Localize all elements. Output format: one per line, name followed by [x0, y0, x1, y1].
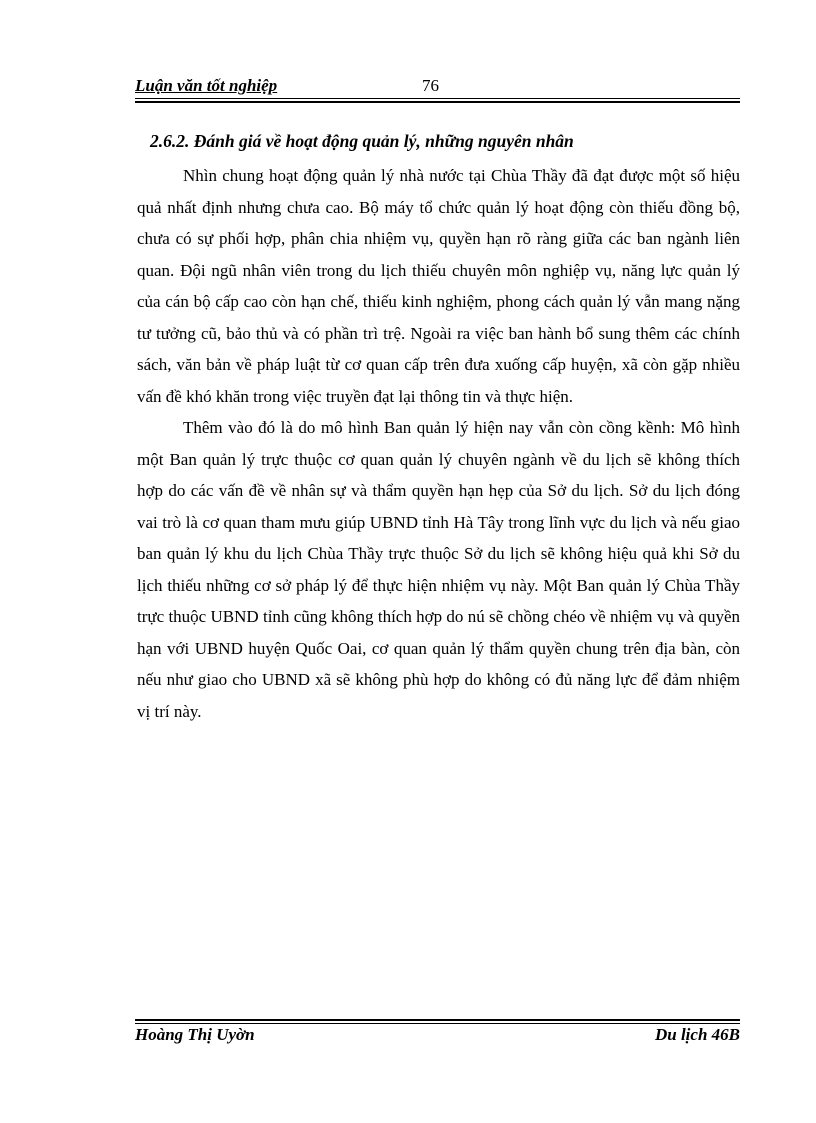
header-rule-thin [135, 98, 740, 99]
page-footer [135, 1025, 740, 1051]
header-title: Luận văn tốt nghiệp [135, 76, 278, 95]
header-rule-thick [135, 101, 740, 103]
footer-rule-thick [135, 1019, 740, 1021]
paragraph: Nhìn chung hoạt động quản lý nhà nước tại Chùa Thầy đã đạt được một số hiệu quả nhất định nhưng chưa cao. Bộ máy tổ chức quản lý hoạt động còn thiếu đồng bộ, chưa có sự phối hợp, phân chia nhiệm vụ, quyền hạn rõ ràng giữa các ban ngành liên quan. Đội ngũ nhân viên trong du lịch thiếu chuyên môn nghiệp vụ, năng lực quản lý của cán bộ cấp cao còn hạn chế, thiếu kinh nghiệm, phong cách quản lý vẫn mang nặng tư tưởng cũ, bảo thủ và có phần trì trệ. Ngoài ra việc ban hành bổ sung thêm các chính sách, văn bản về pháp luật từ cơ quan cấp trên đưa xuống cấp huyện, xã còn gặp nhiều vấn đề khó khăn trong việc truyền đạt lại thông tin và thực hiện. [137, 166, 740, 406]
section-heading: 2.6.2. Đánh giá về hoạt động quản lý, những nguyên nhân [150, 131, 574, 151]
body-text [137, 160, 740, 727]
page-number: 76 [422, 76, 439, 95]
page-header [135, 74, 740, 100]
footer-author: Hoàng Thị Uyờn [135, 1025, 255, 1044]
footer-rule-thin [135, 1023, 740, 1024]
paragraph: Thêm vào đó là do mô hình Ban quản lý hiện nay vẫn còn cồng kềnh: Mô hình một Ban quản lý trực thuộc cơ quan quản lý chuyên ngành về du lịch sẽ không thích hợp do các vấn đề về nhân sự và thẩm quyền hạn hẹp của Sở du lịch. Sở du lịch đóng vai trò là cơ quan tham mưu giúp UBND tỉnh Hà Tây trong lĩnh vực du lịch và nếu giao ban quản lý khu du lịch Chùa Thầy trực thuộc Sở du lịch sẽ không hiệu quả khi Sở du lịch thiếu những cơ sở pháp lý để thực hiện nhiệm vụ này. Một Ban quản lý Chùa Thầy trực thuộc UBND tỉnh cũng không thích hợp do nú sẽ chồng chéo về nhiệm vụ và quyền hạn với UBND huyện Quốc Oai, cơ quan quản lý thẩm quyền chung trên địa bàn, còn nếu như giao cho UBND xã sẽ không phù hợp do không có đủ năng lực để đảm nhiệm vị trí này. [137, 418, 740, 721]
footer-class: Du lịch 46B [654, 1025, 740, 1044]
